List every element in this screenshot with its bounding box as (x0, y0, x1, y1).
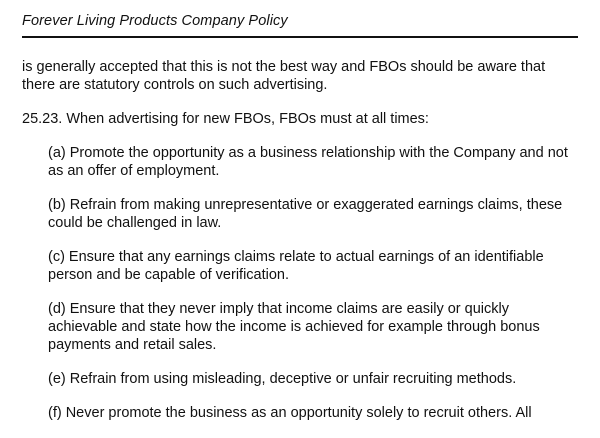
list-item: (a) Promote the opportunity as a business relationship with the Company and not as an offer of employment. (48, 145, 568, 179)
document-body (22, 58, 582, 438)
list-item: (b) Refrain from making unrepresentative or exaggerated earnings claims, these could be challenged in law. (48, 197, 563, 231)
list-item: (f) Never promote the business as an opportunity solely to recruit others. All (48, 405, 532, 421)
section-heading: 25.23. When advertising for new FBOs, FBOs must at all times: (22, 111, 429, 127)
continuation-paragraph: is generally accepted that this is not the best way and FBOs should be aware that there are statutory controls on such advertising. (22, 59, 546, 93)
list-item: (d) Ensure that they never imply that income claims are easily or quickly achievable and state how the income is achieved for example through bonus payments and retail sales. (48, 301, 540, 353)
list-item: (c) Ensure that any earnings claims relate to actual earnings of an identifiable person and be capable of verification. (48, 249, 544, 283)
document-header (22, 12, 578, 38)
list-item: (e) Refrain from using misleading, deceptive or unfair recruiting methods. (48, 371, 517, 387)
document-header-title: Forever Living Products Company Policy (22, 13, 288, 29)
policy-list (22, 144, 582, 422)
